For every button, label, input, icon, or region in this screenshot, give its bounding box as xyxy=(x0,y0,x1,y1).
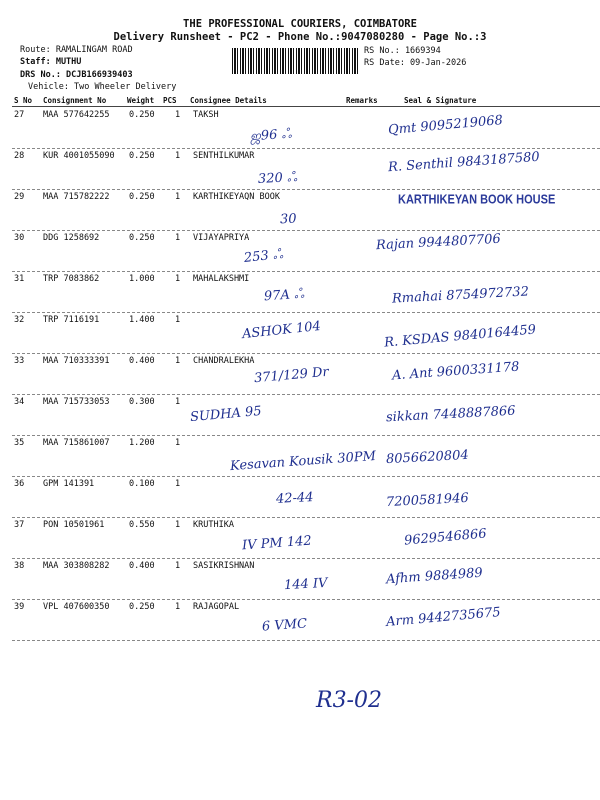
row-sno: 27 xyxy=(14,110,25,120)
row-consignment: DDG 1258692 xyxy=(43,233,100,243)
row-signature: R. KSDAS 9840164459 xyxy=(383,322,537,351)
row-weight: 0.100 xyxy=(129,479,155,489)
row-divider xyxy=(12,517,600,518)
row-pcs: 1 xyxy=(175,561,181,571)
row-handwriting-note: IV PM 142 xyxy=(241,533,313,554)
row-consignee: CHANDRALEKHA xyxy=(193,356,255,366)
row-consignee: TAKSH xyxy=(193,110,219,120)
row-consignment: MAA 577642255 xyxy=(43,110,110,120)
col-remarks: Remarks xyxy=(346,96,378,105)
col-seal: Seal & Signature xyxy=(404,96,477,105)
row-sno: 34 xyxy=(14,397,25,407)
row-handwriting-note: 371/129 Dr xyxy=(253,364,330,387)
row-consignee: KRUTHIKA xyxy=(193,520,234,530)
row-handwriting-note: ஜ96 ஃ xyxy=(249,126,293,145)
row-weight: 0.250 xyxy=(129,151,155,161)
row-consignee: KARTHIKEYAQN BOOK xyxy=(193,192,280,202)
row-divider xyxy=(12,640,600,641)
row-consignment: KUR 4001055090 xyxy=(43,151,115,161)
row-weight: 0.250 xyxy=(129,110,155,120)
col-pcs: PCS xyxy=(163,96,177,105)
row-handwriting-note: 42-44 xyxy=(275,490,314,507)
row-weight: 0.550 xyxy=(129,520,155,530)
row-consignee: SASIKRISHNAN xyxy=(193,561,255,571)
row-pcs: 1 xyxy=(175,397,181,407)
drs-label: DRS No.: DCJB166939403 xyxy=(20,70,133,80)
row-handwriting-note: 97A ஃ xyxy=(263,286,305,305)
row-consignee: VIJAYAPRIYA xyxy=(193,233,250,243)
row-pcs: 1 xyxy=(175,520,181,530)
row-divider xyxy=(12,394,600,395)
row-signature: Rmahai 8754972732 xyxy=(391,284,530,307)
row-consignee: MAHALAKSHMI xyxy=(193,274,250,284)
row-sno: 39 xyxy=(14,602,25,612)
col-consignee: Consignee Details xyxy=(190,96,267,105)
row-consignment: TRP 7083862 xyxy=(43,274,100,284)
row-handwriting-note: Kesavan Kousik 30PM xyxy=(229,448,377,475)
row-divider xyxy=(12,435,600,436)
row-divider xyxy=(12,271,600,272)
row-sno: 38 xyxy=(14,561,25,571)
row-weight: 0.250 xyxy=(129,602,155,612)
row-signature: Qmt 9095219068 xyxy=(387,113,504,138)
row-signature: 7200581946 xyxy=(385,490,470,511)
row-pcs: 1 xyxy=(175,315,181,325)
row-handwriting-note: 6 VMC xyxy=(261,616,308,635)
row-signature: A. Ant 9600331178 xyxy=(391,359,520,384)
row-pcs: 1 xyxy=(175,479,181,489)
row-pcs: 1 xyxy=(175,356,181,366)
row-signature: 9629546866 xyxy=(403,526,488,549)
row-signature: 8056620804 xyxy=(385,447,470,468)
row-weight: 1.000 xyxy=(129,274,155,284)
row-sno: 29 xyxy=(14,192,25,202)
row-pcs: 1 xyxy=(175,233,181,243)
row-sno: 32 xyxy=(14,315,25,325)
row-consignment: MAA 710333391 xyxy=(43,356,110,366)
row-consignment: MAA 715733053 xyxy=(43,397,110,407)
row-signature: Rajan 9944807706 xyxy=(375,231,502,254)
row-handwriting-note: SUDHA 95 xyxy=(189,403,263,426)
row-signature: Arm 9442735675 xyxy=(385,605,502,630)
row-weight: 1.200 xyxy=(129,438,155,448)
row-pcs: 1 xyxy=(175,192,181,202)
row-signature: R. Senthil 9843187580 xyxy=(387,149,541,176)
company-stamp: KARTHIKEYAN BOOK HOUSE xyxy=(398,192,556,208)
row-handwriting-note: ASHOK 104 xyxy=(241,318,322,343)
footer-handwriting: R3-02 xyxy=(316,688,382,713)
company-title: THE PROFESSIONAL COURIERS, COIMBATORE xyxy=(183,18,417,30)
runsheet-title: Delivery Runsheet - PC2 - Phone No.:9047080280 - Page No.:3 xyxy=(113,31,487,43)
row-weight: 0.400 xyxy=(129,356,155,366)
row-handwriting-note: 144 IV xyxy=(283,575,328,594)
row-consignment: MAA 715861007 xyxy=(43,438,110,448)
row-weight: 0.300 xyxy=(129,397,155,407)
row-pcs: 1 xyxy=(175,151,181,161)
staff-label: Staff: MUTHU xyxy=(20,57,82,67)
row-sno: 33 xyxy=(14,356,25,366)
row-divider xyxy=(12,189,600,190)
barcode xyxy=(232,48,360,74)
row-consignment: VPL 407600350 xyxy=(43,602,110,612)
row-pcs: 1 xyxy=(175,602,181,612)
row-consignment: MAA 303808282 xyxy=(43,561,110,571)
row-pcs: 1 xyxy=(175,110,181,120)
row-divider xyxy=(12,599,600,600)
row-consignee: SENTHILKUMAR xyxy=(193,151,255,161)
col-sno: S No xyxy=(14,96,33,105)
row-weight: 1.400 xyxy=(129,315,155,325)
row-sno: 30 xyxy=(14,233,25,243)
col-weight: Weight xyxy=(127,96,155,105)
row-pcs: 1 xyxy=(175,438,181,448)
row-consignment: GPM 141391 xyxy=(43,479,95,489)
row-consignment: PON 10501961 xyxy=(43,520,105,530)
row-divider xyxy=(12,353,600,354)
row-sno: 31 xyxy=(14,274,25,284)
row-sno: 37 xyxy=(14,520,25,530)
row-signature: sikkan 7448887866 xyxy=(385,403,516,426)
rs-date: RS Date: 09-Jan-2026 xyxy=(364,58,467,68)
row-weight: 0.250 xyxy=(129,192,155,202)
row-handwriting-note: 30 xyxy=(279,211,297,228)
row-handwriting-note: 253 ஃ xyxy=(243,246,284,267)
row-sno: 28 xyxy=(14,151,25,161)
row-consignee: RAJAGOPAL xyxy=(193,602,240,612)
row-divider xyxy=(12,476,600,477)
vehicle-label: Vehicle: Two Wheeler Delivery xyxy=(28,82,177,92)
row-weight: 0.250 xyxy=(129,233,155,243)
col-consignment: Consignment No xyxy=(43,96,107,105)
rs-number: RS No.: 1669394 xyxy=(364,46,441,56)
row-signature: Afhm 9884989 xyxy=(385,565,484,588)
row-pcs: 1 xyxy=(175,274,181,284)
row-divider xyxy=(12,312,600,313)
row-divider xyxy=(12,230,600,231)
row-consignment: TRP 7116191 xyxy=(43,315,100,325)
row-divider xyxy=(12,558,600,559)
row-divider xyxy=(12,148,600,149)
row-weight: 0.400 xyxy=(129,561,155,571)
row-sno: 35 xyxy=(14,438,25,448)
route-label: Route: RAMALINGAM ROAD xyxy=(20,45,133,55)
header-rule xyxy=(12,106,600,107)
row-sno: 36 xyxy=(14,479,25,489)
row-consignment: MAA 715782222 xyxy=(43,192,110,202)
row-handwriting-note: 320 ஃ xyxy=(257,169,298,188)
